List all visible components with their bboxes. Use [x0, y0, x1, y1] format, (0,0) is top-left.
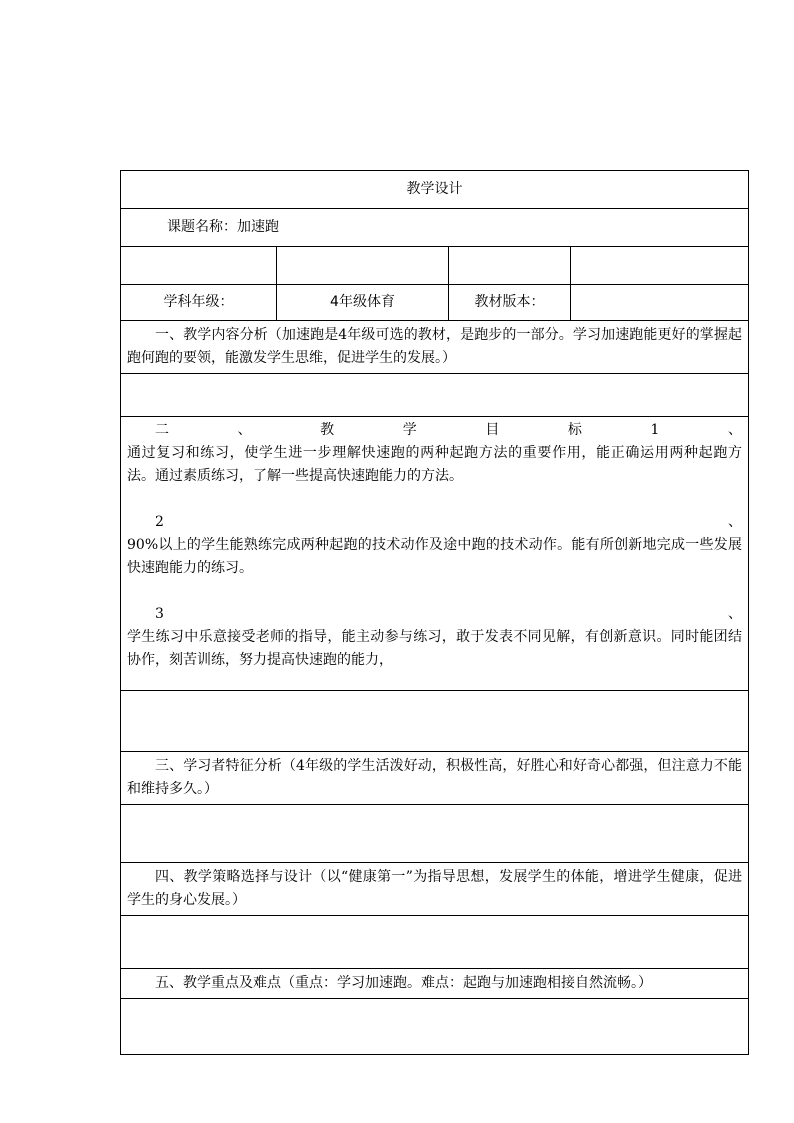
goal-2-number-line [127, 511, 742, 534]
blank-cell [277, 247, 449, 285]
empty-row [121, 916, 749, 969]
course-name: 课题名称：加速跑 [121, 209, 749, 247]
empty-cell [121, 805, 749, 863]
blank-info-row [121, 247, 749, 285]
subject-row [121, 285, 749, 321]
course-row [121, 209, 749, 247]
key-points [121, 969, 749, 999]
section-keypoints-row [121, 969, 749, 999]
goal-3-mark: 、 [728, 606, 742, 622]
content-analysis [121, 321, 749, 374]
goal-2-mark: 、 [728, 514, 742, 530]
section-content-analysis-row [121, 321, 749, 374]
section-strategy-row [121, 863, 749, 916]
empty-cell [121, 374, 749, 417]
goal-3-number-line [127, 603, 742, 626]
goal-3-text: 学生练习中乐意接受老师的指导，能主动参与练习，敢于发表不同见解，有创新意识。同时能团结协作，刻苦训练，努力提高快速跑的能力， [127, 629, 742, 668]
empty-row [121, 374, 749, 417]
subject-grade-label: 学科年级： [121, 285, 277, 321]
empty-cell [121, 999, 749, 1055]
content-analysis-text: 一、教学内容分析（加速跑是4年级可选的教材，是跑步的一部分。学习加速跑能更好的掌握起跑何跑的要领，能激发学生思维，促进学生的发展。） [127, 327, 742, 366]
document-title: 教学设计 [121, 171, 749, 209]
teaching-goals [121, 417, 749, 691]
empty-row [121, 691, 749, 752]
blank-cell [449, 247, 571, 285]
blank-cell [571, 247, 749, 285]
goal-2-text: 90%以上的学生能熟练完成两种起跑的技术动作及途中跑的技术动作。能有所创新地完成一些发展快速跑能力的练习。 [127, 537, 742, 576]
key-points-text: 五、教学重点及难点（重点：学习加速跑。难点：起跑与加速跑相接自然流畅。） [155, 975, 652, 991]
goals-heading: 二、教学目标1、 [155, 422, 742, 438]
blank-cell [121, 247, 277, 285]
teaching-strategy [121, 863, 749, 916]
section-learner-row [121, 752, 749, 805]
empty-cell [121, 916, 749, 969]
empty-cell [121, 691, 749, 752]
learner-analysis-text: 三、学习者特征分析（4年级的学生活泼好动，积极性高，好胜心和好奇心都强，但注意力不能和维持多久。） [127, 758, 742, 797]
empty-row [121, 805, 749, 863]
subject-grade-value: 4年级体育 [277, 285, 449, 321]
lesson-design-table [120, 170, 749, 1055]
section-goals-row [121, 417, 749, 691]
textbook-edition-label: 教材版本： [449, 285, 571, 321]
learner-analysis [121, 752, 749, 805]
teaching-strategy-text: 四、教学策略选择与设计（以“健康第一”为指导思想，发展学生的体能，增进学生健康，促进学生的身心发展。） [127, 869, 742, 908]
goal-1-text: 通过复习和练习，使学生进一步理解快速跑的两种起跑方法的重要作用，能正确运用两种起跑方法。通过素质练习，了解一些提高快速跑能力的方法。 [127, 445, 742, 484]
goal-3-number: 3 [155, 606, 164, 622]
title-row [121, 171, 749, 209]
goal-2-number: 2 [155, 514, 164, 530]
textbook-edition-value [571, 285, 749, 321]
empty-row [121, 999, 749, 1055]
